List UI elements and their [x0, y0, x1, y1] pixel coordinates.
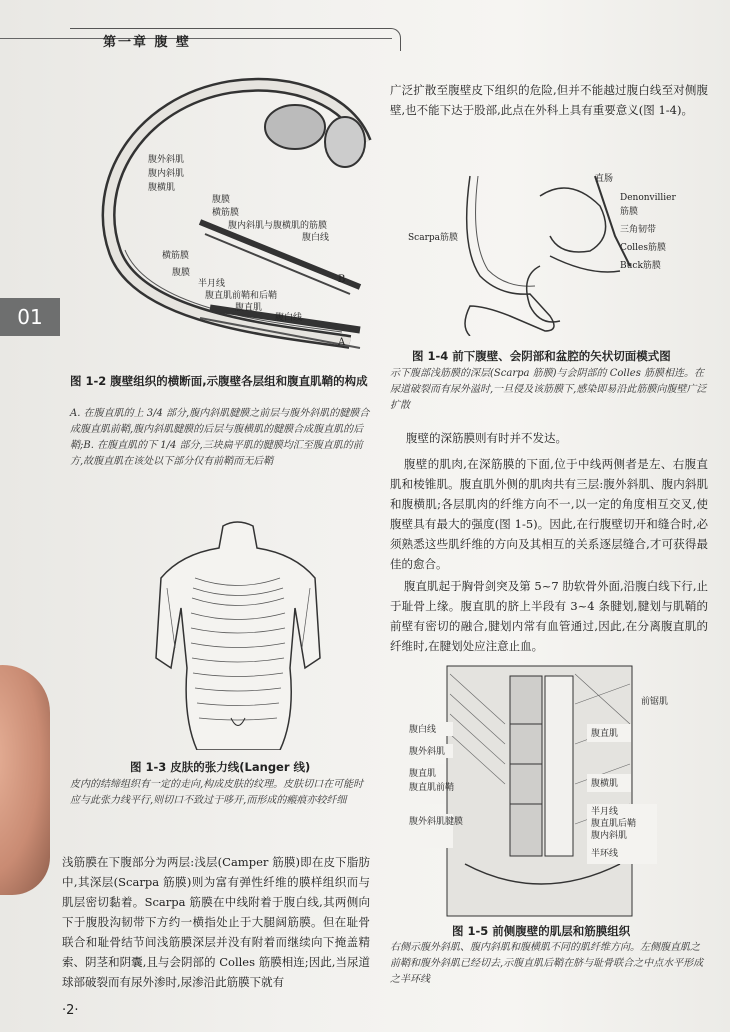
fig15-label-rectus-anterior-sheath: 腹直肌前鞘: [409, 783, 455, 793]
figure-1-2-caption-text: A. 在腹直肌的上 3/4 部分,腹内斜肌腱膜之前层与腹外斜肌的腱膜合成腹直肌前鞘,腹内斜肌腱膜的后层与腹横肌的腱膜合成腹直肌的后鞘;B. 在腹直肌的下 1/4 部分,三块扁平肌的腱膜均汇至腹直肌的前方,故腹直肌在该处以下部分仅有前鞘而无后鞘: [70, 408, 370, 467]
fig14-label-fascia: 筋膜: [620, 207, 639, 217]
abdominal-muscles-illustration: [405, 664, 705, 919]
fig12-label-external-oblique: 腹外斜肌: [148, 155, 185, 165]
fig12-label-peritoneum-1: 腹膜: [212, 195, 231, 205]
figure-1-2: [80, 62, 380, 362]
fig12-label-transversalis-2: 横筋膜: [162, 251, 190, 261]
chapter-title: 第一章 腹 壁: [103, 35, 192, 50]
fig12-label-rectus-sheath: 腹直肌前鞘和后鞘: [205, 291, 278, 301]
fig15-label-rectus-posterior-sheath: 腹直肌后鞘: [591, 819, 637, 829]
chapter-badge: 01: [0, 298, 60, 336]
fig12-label-b: B: [338, 274, 346, 285]
figure-1-5-caption-text: 右侧示腹外斜肌、腹内斜肌和腹横肌不同的肌纤维方向。左侧腹直肌之前鞘和腹外斜肌已经切去,示腹直肌后鞘在脐与耻骨联合之中点水平形成之半环线: [390, 942, 704, 985]
figure-1-4-caption-text: 示下腹部浅筋膜的深层(Scarpa 筋膜)与会阴部的 Colles 筋膜相连。在尿道破裂而有尿外溢时,一旦侵及该筋膜下,感染即易沿此筋膜向腹壁广泛扩散: [390, 368, 707, 411]
left-body-paragraph: 浅筋膜在下腹部分为两层:浅层(Camper 筋膜)即在皮下脂肪中,其深层(Scarpa 筋膜)则为富有弹性纤维的膜样组织而与肌层密切黏着。Scarpa 筋膜在中线附着于腹白线,其两侧向下于腹股沟韧带下方约一横指处止于大腿阔筋膜。但在耻骨联合和耻骨结节间浅筋膜深层并没有附着而继续向下掩盖精索、阴茎和阴囊,且与会阴部的 Colles 筋膜相连;因此,当尿道球部破裂而有尿外渗时,尿渗沿此筋膜下就有: [62, 855, 370, 989]
figure-1-3: [145, 518, 330, 750]
abdominal-wall-cross-section-illustration: [80, 62, 380, 362]
right-paragraph-1: 腹壁的深筋膜则有时并不发达。: [406, 431, 567, 445]
figure-1-2-caption-title: 图 1-2 腹壁组织的横断面,示腹壁各层组和腹直肌鞘的构成: [70, 374, 368, 388]
right-paragraph-2: 腹壁的肌肉,在深筋膜的下面,位于中线两侧者是左、右腹直肌和棱锥肌。腹直肌外侧的肌肉共有三层:腹外斜肌、腹内斜肌和腹横肌;各层肌肉的纤维方向不一,以一定的角度相互交叉,使腹壁具有最大的强度(图 1-5)。因此,在行腹壁切开和缝合时,必须熟悉这些肌纤维的方向及其相互的关系逐层缝合,才可获得最佳的愈合。: [390, 457, 708, 571]
fig14-label-colles: Colles筋膜: [620, 243, 667, 253]
fig14-label-triangular-ligament: 三角韧带: [620, 225, 657, 235]
fig12-label-linea-alba-1: 腹白线: [302, 233, 330, 243]
fig15-label-arcuate-line: 半环线: [591, 849, 619, 859]
fig12-label-linea-semilunaris: 半月线: [198, 279, 226, 289]
fig14-label-scarpa: Scarpa筋膜: [408, 233, 459, 243]
right-paragraph-3: 腹直肌起于胸骨剑突及第 5~7 肋软骨外面,沿腹白线下行,止于耻骨上缘。腹直肌的脐上半段有 3~4 条腱划,腱划与肌鞘的前壁有密切的融合,腱划内常有血管通过,因此,在分离腹直肌的纤维时,在腱划处应注意止血。: [390, 579, 708, 653]
fig15-label-rectus-left: 腹直肌: [409, 769, 437, 779]
fig15-label-linea-semilunaris: 半月线: [591, 807, 619, 817]
figure-1-5: [405, 664, 705, 919]
figure-1-5-caption-title: 图 1-5 前侧腹壁的肌层和筋膜组织: [452, 924, 631, 938]
fig14-label-rectum: 直肠: [595, 174, 614, 184]
pelvis-sagittal-section-illustration: [400, 166, 690, 336]
langer-lines-torso-illustration: [145, 518, 330, 750]
fig15-label-external-oblique: 腹外斜肌: [409, 747, 446, 757]
fig12-label-transversalis-1: 横筋膜: [212, 208, 240, 218]
finger-holding-page: [0, 665, 50, 895]
fig15-label-serratus-anterior: 前锯肌: [641, 697, 669, 707]
right-top-paragraph: 广泛扩散至腹壁皮下组织的危险,但并不能越过腹白线至对侧腹壁,也不能下达于股部,此点在外科上具有重要意义(图 1-4)。: [390, 83, 708, 117]
fig12-label-internal-oblique: 腹内斜肌: [148, 169, 185, 179]
fig15-label-rectus-right: 腹直肌: [591, 729, 619, 739]
fig12-label-linea-alba-2: 腹白线: [275, 313, 303, 323]
fig12-label-a: A: [338, 337, 346, 348]
fig12-label-transversus: 腹横肌: [148, 183, 176, 193]
fig12-label-peritoneum-2: 腹膜: [172, 268, 191, 278]
fig12-label-rectus: 腹直肌: [235, 303, 263, 313]
figure-1-3-caption-title: 图 1-3 皮肤的张力线(Langer 线): [130, 760, 311, 774]
figure-1-3-caption-text: 皮内的结缔组织有一定的走向,构成皮肤的纹理。皮肤切口在可能时应与此张力线平行,则切口不致过于哆开,而形成的瘢痕亦较纤细: [70, 779, 364, 806]
fig14-label-buck: Buck筋膜: [620, 261, 661, 271]
fig15-label-internal-oblique: 腹内斜肌: [591, 831, 628, 841]
fig15-label-transversus: 腹横肌: [591, 779, 619, 789]
fig14-label-denonvillier: Denonvillier: [620, 193, 676, 203]
figure-1-4: [400, 166, 690, 336]
fig15-label-external-oblique-aponeurosis: 腹外斜肌腱膜: [409, 817, 464, 827]
fig12-label-aponeurosis: 腹内斜肌与腹横肌的筋膜: [228, 221, 328, 231]
figure-1-4-caption-title: 图 1-4 前下腹壁、会阴部和盆腔的矢状切面模式图: [412, 349, 671, 363]
fig15-label-linea-alba: 腹白线: [409, 725, 437, 735]
page-number: ·2·: [62, 1003, 79, 1018]
